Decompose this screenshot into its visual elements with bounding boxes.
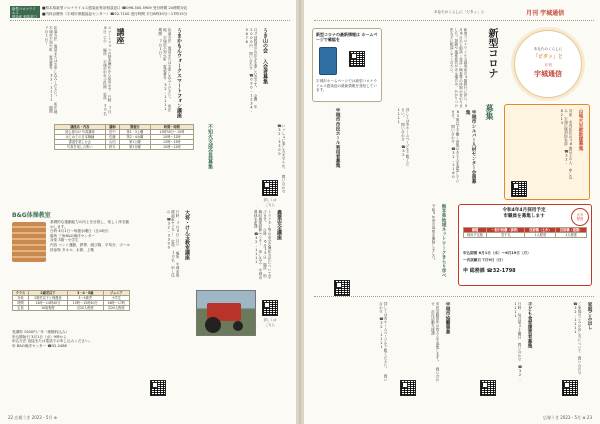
fushiranui-heading: 不知火支部会員募集	[207, 124, 213, 169]
qr-label: 詳しくは こちら	[263, 318, 277, 327]
koza-heading: 講座	[116, 28, 125, 44]
card3-text: 令和5年度の募集を開始しました。	[432, 204, 436, 262]
nogyo-text: トラクター等の安全な操作方法について学びます。 日時 6月15日 場所 松橋町農業研修センター 申し込み 宇城市農林水産課 ☎32-1111	[254, 210, 272, 280]
bosyu-heading: 募集	[485, 104, 494, 120]
card3-heading: 熊本県地域ネットワークきらり学べ	[441, 204, 446, 278]
main-text: 新型コロナウイルス感染症の5類移行に伴い、5月8日から相談・受診・検査等の体制が変わりました。発熱や風邪症状がある場合は、かかりつけ医などに相談してください。	[450, 28, 468, 108]
bg-text: 基礎的な運動能力の向上を目指し、楽しく体を動かします。 日時 4月1日〜毎週水曜日（全10回） 場所 三角B&G海洋センター 対象 3歳〜小学生 内容 マット運動、鉄棒、跳び箱、平均台、ボール 持参物 タオル、水筒、上靴	[50, 220, 130, 252]
fire-rescue-card: 山地火災救助隊募集 対象 市内在住の18歳以上の人 申し込み 宇城広域消防本部 ☎32-6213	[504, 104, 590, 200]
course-table-header: 講師	[105, 125, 120, 130]
col-text-a: 応募方法 電話またはお申し込みください。 所在地 宇城市不知火町 電話番号 32-1111 期間 7月1日〜	[44, 26, 58, 114]
col10-heading: 家庭ごみ出し	[587, 302, 592, 330]
tractor-photo	[196, 290, 256, 336]
info-box-text: 宇城市ホームページでは新型コロナウイルス感染症の最新情報を発信しています。	[316, 79, 378, 93]
bg-footer: 受講料 1500円／年（保険料込み） 申込開始日 3月1日（水）9時から 申込方法 直接または電話でお申し込みください。 申 B&G海洋センター ☎52-2488	[12, 330, 93, 348]
right-page	[303, 0, 600, 424]
course-table	[54, 124, 194, 150]
consult-tag: 新型コロナウイルス 感染症 相談窓口	[10, 6, 40, 18]
yamanokai-heading: うき山の会 入会者募集	[262, 28, 268, 84]
card1-heading: 宇城市シルバー人材センター会員募集	[465, 110, 476, 184]
divider	[314, 296, 594, 297]
col9-heading: 子ども食堂運営者募集	[527, 302, 532, 348]
qr-code-icon[interactable]	[400, 380, 416, 396]
left-page	[0, 0, 297, 424]
qr-code-icon[interactable]	[262, 180, 278, 196]
kendama-text: 日時 7月9日（日） 場所 宇城市保健福祉センター 定員 10名 申し込み ☎32-3300	[166, 210, 180, 277]
gym-illustration	[12, 222, 46, 262]
qr-label: 詳しくは こちら	[263, 198, 277, 207]
card-left-heading: 宇城市市民ホール利用者募集	[335, 108, 340, 168]
table-row: はじめての日本舞踊 佐藤 第2・4水曜 10時〜12時	[55, 135, 194, 140]
brand-logo: あなたのくらしに 「ピタッ」と 月刊 宇城通信	[514, 30, 582, 98]
recruit-title: 令和4年4月採用予定 市職員を募集します	[502, 208, 546, 219]
recruit-box	[458, 204, 592, 286]
page-number: 22 広報うき 2023・5月 ⊕	[8, 415, 57, 420]
qr-code-icon[interactable]	[349, 51, 365, 67]
col-text-c: 応募方法 電話またはお申し込みください。 所在地 宇城市不知火町 電話番号 32-1111 期間 7月1日〜	[158, 28, 172, 112]
info-box	[312, 28, 382, 102]
qr-code-icon[interactable]	[262, 300, 278, 316]
qr-code-icon[interactable]	[334, 280, 350, 296]
col8-text: 市民活動団体の皆さんを募集します。 問い合わせ 市民活動支援課	[431, 302, 440, 382]
col11-text: 詳しくは市ホームページをご覧ください。 問い合わせ ☎32-1111	[379, 302, 388, 382]
table-row: 対象 2歳児以下と保護者 3〜5歳児 小学生	[13, 296, 130, 301]
page-number: 広報うき 2023・5月 ⊕ 23	[543, 415, 592, 420]
qr-code-icon[interactable]	[562, 380, 578, 396]
consult-line-2: ■内科診療所（宇城市保健福祉センター）☎32-7100 受付時間 平日8時30分〜17時15分	[42, 12, 188, 16]
bg-heading: B&G体操教室	[12, 212, 51, 219]
qr-code-icon[interactable]	[150, 380, 166, 396]
fushiranui-text: いっしょに楽しみませんか。 問い合わせ ☎32-3300	[277, 124, 286, 193]
info-box-title: 新型コロナの最新情報は ホームページで確認を	[316, 32, 378, 42]
smartphone-heading: うまかもんウォークスマートフォン講座	[176, 28, 182, 118]
recruit-exam: 一次試験日 7月9日（日）	[463, 258, 506, 262]
col10-text: ご家庭のごみの出し方について 問い合わせ ☎32-1111	[573, 302, 582, 375]
brand-title: 月刊 宇城通信	[526, 10, 565, 17]
kendama-heading: 大将・けん玉教室講座	[184, 210, 190, 260]
brand-small: あなたのくらしに「ピタッ」と	[434, 10, 485, 14]
bg-class-table: クラス 2歳児以下 3・4・5歳 ジュニア 対象 2歳児以下と保護者 3〜5歳児 小学生 時間 14時〜14時40分 15時〜15時40分 16時〜17時 定員 10組程度 各20人程度 各20人程度	[12, 290, 130, 311]
table-row: 初心者向け 写真講座 田中 第1・3土曜 13時30分〜15時	[55, 130, 194, 135]
main-heading: 新型コロナ	[486, 28, 497, 78]
table-row: 書道を楽しむ会 山田 第1土曜 13時〜15時	[55, 140, 194, 145]
table-row: 定員 10組程度 各20人程度 各20人程度	[13, 306, 130, 311]
recruit-apply: 申込期間 6月1日（木）〜6月19日（月）	[463, 251, 531, 255]
nogyo-heading: 農業安全講座	[276, 210, 282, 240]
divider	[10, 20, 290, 21]
col8-heading: 宇城市協働事業	[445, 302, 450, 335]
recruit-contact: 申 総務課 ☎32-1798	[463, 268, 516, 274]
col-text-b: スマートフォンの基本操作から応用まで 日時 7月8日（土） 場所 宇城市中央公民館 定員 20名	[103, 26, 112, 116]
course-table-header: 開催日	[120, 125, 151, 130]
table-row: 写真を楽しむ集い 鈴木 第2日曜 10時〜12時	[55, 145, 194, 150]
consult-line-1: ■熊本県新型コロナウイルス感染症専用相談窓口 ☎096-300-5909 受付時間 24時間対応	[42, 6, 188, 10]
col-text-d: 月2回程度の山歩きを楽しむ会です。 会費 年2000円 問い合わせ ☎090-1234-5678	[244, 28, 258, 114]
col9-text: 日時 毎月第2土曜日 問い合わせ ☎32-1111	[513, 302, 522, 381]
qr-code-icon[interactable]	[480, 380, 496, 396]
recruit-table: 職種 一般行政職（事務） 技術職（土木） 技術職（建築） 採用予定数 若干名 1人程度 1人程度	[463, 227, 587, 238]
course-table-header: 講座名・内容	[55, 125, 106, 130]
course-table-header: 時間・時間	[150, 125, 193, 130]
table-row: 採用予定数 若干名 1人程度 1人程度	[464, 233, 587, 238]
recruit-badge: 大卒 程度	[571, 208, 589, 226]
card-left-text: 詳しくは市ホームページをご覧ください。 問い合わせ ☎32-1111	[396, 108, 410, 166]
card1-text: 60歳以上で働く意欲のある人を募集しています。 問い合わせ ☎32-1160	[451, 110, 460, 183]
qr-code-icon[interactable]	[511, 181, 527, 197]
smartphone-icon	[319, 47, 337, 75]
divider	[314, 20, 594, 21]
table-row: 時間 14時〜14時40分 15時〜15時40分 16時〜17時	[13, 301, 130, 306]
